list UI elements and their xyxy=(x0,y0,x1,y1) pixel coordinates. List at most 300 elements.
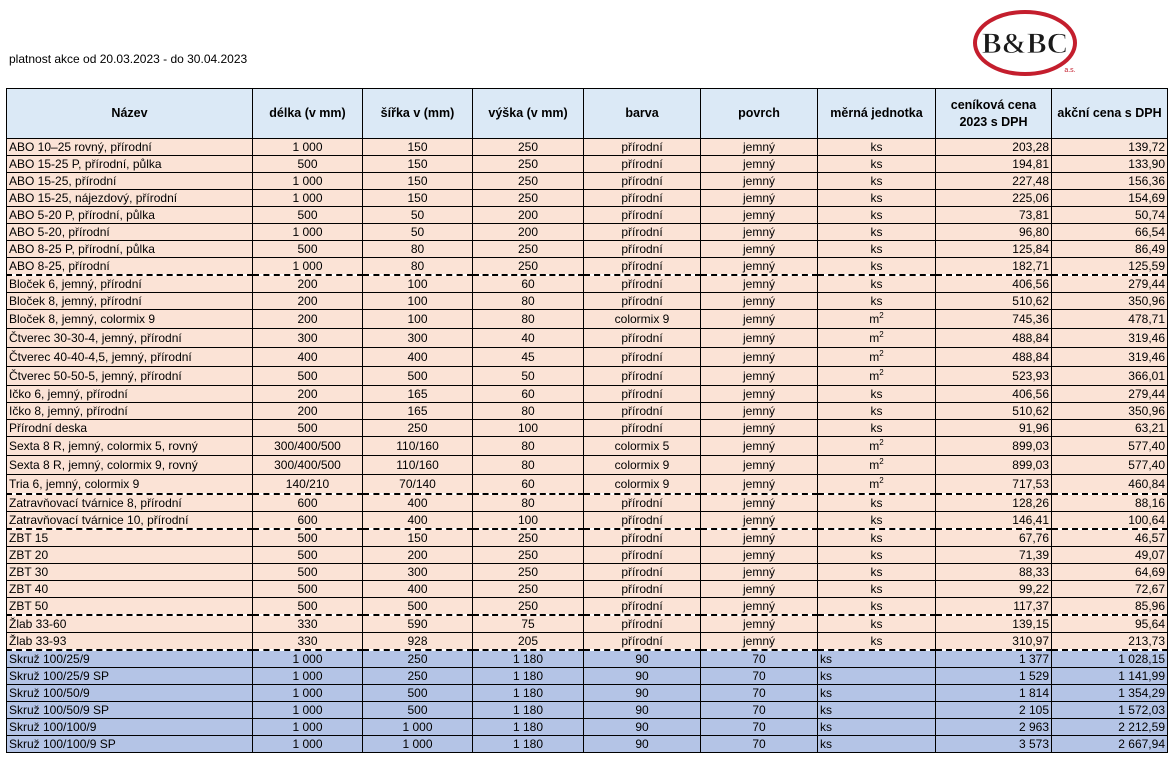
cell-width xyxy=(363,633,473,651)
cell-length xyxy=(253,736,363,753)
cell-surface-text: jemný xyxy=(742,350,775,364)
cell-height-text: 80 xyxy=(521,439,535,453)
cell-color-text: přírodní xyxy=(621,531,663,545)
cell-list-price-text: 1 529 xyxy=(1018,669,1049,683)
cell-length xyxy=(253,386,363,403)
cell-action-price xyxy=(1052,403,1168,420)
cell-unit-text: m xyxy=(869,458,880,472)
cell-width xyxy=(363,437,473,456)
cell-name-text: Přírodní deska xyxy=(9,421,88,435)
cell-length-text: 200 xyxy=(297,404,318,418)
cell-name-text: Bloček 6, jemný, přírodní xyxy=(9,277,142,291)
cell-color-text: přírodní xyxy=(621,331,663,345)
table-row xyxy=(7,633,1168,651)
cell-list-price-text: 488,84 xyxy=(1012,331,1049,345)
cell-action-price xyxy=(1052,224,1168,241)
cell-width-text: 500 xyxy=(407,686,428,700)
cell-name xyxy=(7,581,253,598)
cell-name xyxy=(7,475,253,495)
cell-unit xyxy=(818,275,936,293)
col-header-action-price: akční cena s DPH xyxy=(1052,89,1168,139)
cell-width-text: 250 xyxy=(407,652,428,666)
cell-surface-text: jemný xyxy=(742,421,775,435)
cell-height-text: 250 xyxy=(517,242,539,256)
cell-width-text: 928 xyxy=(407,634,428,648)
cell-height xyxy=(473,685,584,702)
cell-name-text: Skruž 100/25/9 xyxy=(9,652,90,666)
cell-name xyxy=(7,547,253,564)
cell-length xyxy=(253,329,363,348)
cell-height-text: 100 xyxy=(517,421,539,435)
cell-surface-text: 70 xyxy=(752,703,766,717)
cell-unit xyxy=(818,598,936,616)
cell-color xyxy=(584,293,701,310)
cell-color-text: 90 xyxy=(635,686,649,700)
cell-unit-text: ks xyxy=(870,140,883,154)
cell-unit xyxy=(818,475,936,495)
cell-surface-text: jemný xyxy=(742,242,775,256)
cell-surface xyxy=(701,348,818,367)
cell-unit-text: ks xyxy=(820,686,832,700)
table-row xyxy=(7,367,1168,386)
cell-length-text: 1 000 xyxy=(292,259,323,273)
cell-list-price xyxy=(936,668,1052,685)
table-row xyxy=(7,329,1168,348)
cell-height-text: 80 xyxy=(521,294,535,308)
cell-list-price-text: 182,71 xyxy=(1012,259,1049,273)
cell-list-price xyxy=(936,207,1052,224)
col-header-color: barva xyxy=(584,89,701,139)
logo-text: B&BC xyxy=(981,27,1069,60)
cell-height xyxy=(473,310,584,329)
cell-height xyxy=(473,615,584,633)
cell-length-text: 500 xyxy=(297,599,318,613)
cell-width-text: 150 xyxy=(407,191,428,205)
cell-length xyxy=(253,615,363,633)
cell-list-price-text: 406,56 xyxy=(1012,277,1049,291)
cell-list-price xyxy=(936,685,1052,702)
cell-name xyxy=(7,564,253,581)
cell-name-text: ZBT 20 xyxy=(9,548,49,562)
cell-action-price-text: 279,44 xyxy=(1128,387,1165,401)
cell-length-text: 1 000 xyxy=(292,652,323,666)
cell-color xyxy=(584,386,701,403)
cell-unit-text: ks xyxy=(870,634,883,648)
cell-unit xyxy=(818,386,936,403)
cell-action-price xyxy=(1052,564,1168,581)
cell-length xyxy=(253,156,363,173)
cell-list-price xyxy=(936,581,1052,598)
cell-color-text: přírodní xyxy=(621,421,663,435)
cell-name xyxy=(7,702,253,719)
cell-surface-text: jemný xyxy=(742,277,775,291)
cell-width-text: 590 xyxy=(407,617,428,631)
cell-width-text: 400 xyxy=(407,496,428,510)
cell-width xyxy=(363,475,473,495)
logo-subtext: a.s. xyxy=(1064,67,1076,74)
cell-height xyxy=(473,456,584,475)
cell-action-price xyxy=(1052,275,1168,293)
cell-name xyxy=(7,668,253,685)
cell-name xyxy=(7,348,253,367)
cell-action-price xyxy=(1052,736,1168,753)
table-row xyxy=(7,156,1168,173)
cell-list-price xyxy=(936,329,1052,348)
cell-surface xyxy=(701,456,818,475)
cell-unit xyxy=(818,420,936,437)
cell-width xyxy=(363,173,473,190)
cell-name-text: ZBT 30 xyxy=(9,565,49,579)
cell-surface xyxy=(701,156,818,173)
cell-surface-text: 70 xyxy=(752,720,766,734)
cell-name-text: Sexta 8 R, jemný, colormix 9, rovný xyxy=(9,458,198,472)
cell-list-price-text: 125,84 xyxy=(1012,242,1049,256)
table-row xyxy=(7,615,1168,633)
cell-surface-text: jemný xyxy=(742,157,775,171)
cell-list-price xyxy=(936,633,1052,651)
cell-width-text: 100 xyxy=(407,277,428,291)
cell-height xyxy=(473,275,584,293)
cell-length-text: 1 000 xyxy=(292,191,323,205)
cell-action-price xyxy=(1052,420,1168,437)
table-row xyxy=(7,190,1168,207)
cell-width xyxy=(363,529,473,547)
cell-action-price xyxy=(1052,529,1168,547)
cell-list-price-text: 899,03 xyxy=(1012,439,1049,453)
cell-list-price-text: 225,06 xyxy=(1012,191,1049,205)
cell-name-text: Skruž 100/100/9 xyxy=(9,720,97,734)
cell-height-text: 40 xyxy=(521,331,535,345)
cell-length xyxy=(253,668,363,685)
cell-unit-text: ks xyxy=(820,703,832,717)
cell-name xyxy=(7,633,253,651)
cell-width-text: 200 xyxy=(407,548,428,562)
cell-surface-text: jemný xyxy=(742,548,775,562)
cell-action-price-text: 156,36 xyxy=(1128,174,1165,188)
cell-color xyxy=(584,403,701,420)
cell-height-text: 200 xyxy=(517,225,539,239)
cell-width xyxy=(363,367,473,386)
cell-width xyxy=(363,668,473,685)
cell-length xyxy=(253,275,363,293)
cell-unit-text: ks xyxy=(870,294,883,308)
cell-height xyxy=(473,512,584,530)
cell-color-text: přírodní xyxy=(621,496,663,510)
cell-unit-text: ks xyxy=(870,404,883,418)
cell-list-price-text: 67,76 xyxy=(1018,531,1049,545)
cell-unit xyxy=(818,529,936,547)
cell-color xyxy=(584,207,701,224)
cell-height xyxy=(473,241,584,258)
cell-height-text: 250 xyxy=(517,259,539,273)
cell-surface-text: jemný xyxy=(742,404,775,418)
cell-width-text: 1 000 xyxy=(402,720,433,734)
cell-height-text: 250 xyxy=(517,531,539,545)
table-row xyxy=(7,437,1168,456)
cell-width xyxy=(363,702,473,719)
cell-color xyxy=(584,719,701,736)
cell-height-text: 1 180 xyxy=(512,737,544,751)
cell-action-price-text: 577,40 xyxy=(1128,439,1165,453)
cell-name-text: ABO 15-25, přírodní xyxy=(9,174,117,188)
cell-name xyxy=(7,241,253,258)
cell-list-price-text: 146,41 xyxy=(1012,513,1049,527)
cell-name xyxy=(7,173,253,190)
cell-list-price xyxy=(936,547,1052,564)
cell-name-text: Žlab 33-93 xyxy=(9,634,67,648)
cell-surface xyxy=(701,207,818,224)
cell-width-text: 70/140 xyxy=(399,477,436,491)
cell-unit-text: m xyxy=(869,312,880,326)
cell-width xyxy=(363,293,473,310)
cell-action-price xyxy=(1052,367,1168,386)
cell-name-text: ABO 15-25 P, přírodní, půlka xyxy=(9,157,162,171)
cell-height-text: 250 xyxy=(517,582,539,596)
cell-surface xyxy=(701,685,818,702)
cell-color-text: přírodní xyxy=(621,242,663,256)
cell-width xyxy=(363,598,473,616)
table-row xyxy=(7,736,1168,753)
cell-height xyxy=(473,329,584,348)
cell-height-text: 250 xyxy=(517,565,539,579)
cell-length-text: 1 000 xyxy=(292,140,323,154)
company-logo xyxy=(972,8,1090,78)
cell-width-text: 100 xyxy=(407,294,428,308)
cell-width xyxy=(363,310,473,329)
cell-color-text: přírodní xyxy=(621,582,663,596)
cell-width xyxy=(363,581,473,598)
cell-height-text: 50 xyxy=(521,369,535,383)
cell-name-text: Čtverec 30-30-4, jemný, přírodní xyxy=(9,331,182,345)
cell-surface-text: jemný xyxy=(742,458,775,472)
cell-height xyxy=(473,437,584,456)
cell-surface-text: jemný xyxy=(742,140,775,154)
cell-action-price-text: 100,64 xyxy=(1128,513,1165,527)
cell-action-price xyxy=(1052,581,1168,598)
cell-list-price xyxy=(936,456,1052,475)
cell-width xyxy=(363,736,473,753)
unit-superscript: 2 xyxy=(879,438,884,447)
cell-name xyxy=(7,207,253,224)
cell-surface xyxy=(701,475,818,495)
cell-length xyxy=(253,293,363,310)
table-row xyxy=(7,348,1168,367)
cell-action-price xyxy=(1052,615,1168,633)
cell-color-text: přírodní xyxy=(621,387,663,401)
cell-color xyxy=(584,437,701,456)
cell-action-price xyxy=(1052,547,1168,564)
cell-list-price-text: 3 573 xyxy=(1018,737,1049,751)
cell-list-price-text: 523,93 xyxy=(1012,369,1049,383)
cell-height-text: 1 180 xyxy=(512,686,544,700)
table-row xyxy=(7,310,1168,329)
cell-color-text: přírodní xyxy=(621,174,663,188)
cell-unit-text: ks xyxy=(870,277,883,291)
cell-length xyxy=(253,685,363,702)
cell-length-text: 200 xyxy=(297,294,318,308)
cell-name-text: ZBT 50 xyxy=(9,599,49,613)
cell-action-price-text: 2 212,59 xyxy=(1118,720,1165,734)
cell-length xyxy=(253,173,363,190)
cell-height xyxy=(473,224,584,241)
cell-unit xyxy=(818,207,936,224)
col-header-width: šířka v (mm) xyxy=(363,89,473,139)
cell-list-price-text: 488,84 xyxy=(1012,350,1049,364)
cell-height-text: 60 xyxy=(521,387,535,401)
cell-height-text: 80 xyxy=(521,458,535,472)
cell-length-text: 330 xyxy=(297,617,318,631)
cell-surface xyxy=(701,310,818,329)
cell-name-text: Žlab 33-60 xyxy=(9,617,67,631)
cell-width-text: 300 xyxy=(407,331,428,345)
cell-unit-text: ks xyxy=(870,617,883,631)
cell-length-text: 1 000 xyxy=(292,737,323,751)
cell-length-text: 330 xyxy=(297,634,318,648)
cell-unit-text: ks xyxy=(870,496,883,510)
cell-list-price-text: 88,33 xyxy=(1018,565,1049,579)
cell-color xyxy=(584,224,701,241)
cell-unit xyxy=(818,437,936,456)
cell-length-text: 500 xyxy=(297,531,318,545)
cell-width-text: 150 xyxy=(407,531,428,545)
table-row xyxy=(7,258,1168,276)
cell-surface xyxy=(701,650,818,668)
cell-name-text: ZBT 15 xyxy=(9,531,49,545)
cell-color-text: přírodní xyxy=(621,548,663,562)
cell-unit xyxy=(818,173,936,190)
cell-length-text: 500 xyxy=(297,208,318,222)
cell-color-text: přírodní xyxy=(621,369,663,383)
cell-surface-text: jemný xyxy=(742,496,775,510)
cell-surface xyxy=(701,224,818,241)
cell-surface xyxy=(701,173,818,190)
cell-name-text: Čtverec 50-50-5, jemný, přírodní xyxy=(9,369,182,383)
cell-length xyxy=(253,581,363,598)
cell-surface xyxy=(701,190,818,207)
cell-surface xyxy=(701,547,818,564)
cell-list-price-text: 1 377 xyxy=(1018,652,1049,666)
cell-action-price-text: 366,01 xyxy=(1128,369,1165,383)
cell-height xyxy=(473,403,584,420)
cell-height xyxy=(473,156,584,173)
cell-name xyxy=(7,685,253,702)
table-row xyxy=(7,207,1168,224)
col-header-length: délka (v mm) xyxy=(253,89,363,139)
unit-superscript: 2 xyxy=(879,330,884,339)
cell-surface xyxy=(701,241,818,258)
cell-color xyxy=(584,173,701,190)
cell-unit xyxy=(818,310,936,329)
cell-list-price xyxy=(936,293,1052,310)
cell-color-text: přírodní xyxy=(621,225,663,239)
cell-name xyxy=(7,258,253,276)
cell-height-text: 250 xyxy=(517,599,539,613)
cell-list-price-text: 510,62 xyxy=(1012,294,1049,308)
cell-action-price-text: 88,16 xyxy=(1134,496,1165,510)
cell-surface-text: jemný xyxy=(742,331,775,345)
cell-surface xyxy=(701,386,818,403)
cell-surface xyxy=(701,719,818,736)
cell-action-price-text: 139,72 xyxy=(1128,140,1165,154)
cell-width xyxy=(363,494,473,512)
table-row xyxy=(7,475,1168,495)
cell-width-text: 150 xyxy=(407,157,428,171)
cell-name xyxy=(7,190,253,207)
cell-length xyxy=(253,403,363,420)
cell-length-text: 140/210 xyxy=(285,477,330,491)
cell-action-price xyxy=(1052,258,1168,276)
cell-name xyxy=(7,494,253,512)
cell-color-text: 90 xyxy=(635,703,649,717)
cell-list-price xyxy=(936,702,1052,719)
cell-length xyxy=(253,475,363,495)
cell-width-text: 400 xyxy=(407,350,428,364)
cell-surface xyxy=(701,367,818,386)
cell-color xyxy=(584,650,701,668)
cell-surface xyxy=(701,668,818,685)
cell-unit xyxy=(818,224,936,241)
cell-surface-text: jemný xyxy=(742,531,775,545)
cell-color xyxy=(584,736,701,753)
cell-height-text: 1 180 xyxy=(512,703,544,717)
cell-length xyxy=(253,224,363,241)
cell-height xyxy=(473,420,584,437)
cell-color xyxy=(584,564,701,581)
cell-width-text: 300 xyxy=(407,565,428,579)
cell-surface xyxy=(701,702,818,719)
cell-width-text: 500 xyxy=(407,369,428,383)
cell-color xyxy=(584,275,701,293)
cell-length-text: 400 xyxy=(297,350,318,364)
cell-height-text: 250 xyxy=(517,191,539,205)
cell-height-text: 250 xyxy=(517,157,539,171)
cell-length-text: 1 000 xyxy=(292,174,323,188)
cell-width xyxy=(363,685,473,702)
cell-surface xyxy=(701,139,818,156)
cell-width xyxy=(363,615,473,633)
cell-width-text: 150 xyxy=(407,174,428,188)
cell-length-text: 200 xyxy=(297,277,318,291)
table-row xyxy=(7,547,1168,564)
cell-length xyxy=(253,258,363,276)
cell-unit-text: ks xyxy=(870,548,883,562)
cell-length-text: 500 xyxy=(297,582,318,596)
cell-action-price xyxy=(1052,668,1168,685)
cell-surface-text: jemný xyxy=(742,565,775,579)
cell-height xyxy=(473,494,584,512)
cell-list-price-text: 194,81 xyxy=(1012,157,1049,171)
cell-height-text: 60 xyxy=(521,277,535,291)
cell-height-text: 75 xyxy=(521,617,535,631)
cell-list-price-text: 899,03 xyxy=(1012,458,1049,472)
cell-list-price-text: 99,22 xyxy=(1018,582,1049,596)
cell-height xyxy=(473,650,584,668)
cell-width-text: 110/160 xyxy=(396,458,439,472)
cell-action-price xyxy=(1052,437,1168,456)
cell-action-price xyxy=(1052,293,1168,310)
cell-width-text: 50 xyxy=(410,208,425,222)
cell-height-text: 100 xyxy=(517,513,539,527)
cell-color xyxy=(584,329,701,348)
cell-action-price-text: 478,71 xyxy=(1128,312,1165,326)
cell-width xyxy=(363,139,473,156)
cell-height xyxy=(473,547,584,564)
cell-name xyxy=(7,310,253,329)
cell-length xyxy=(253,650,363,668)
cell-length xyxy=(253,310,363,329)
cell-height-text: 80 xyxy=(521,496,535,510)
cell-unit-text: ks xyxy=(870,531,883,545)
